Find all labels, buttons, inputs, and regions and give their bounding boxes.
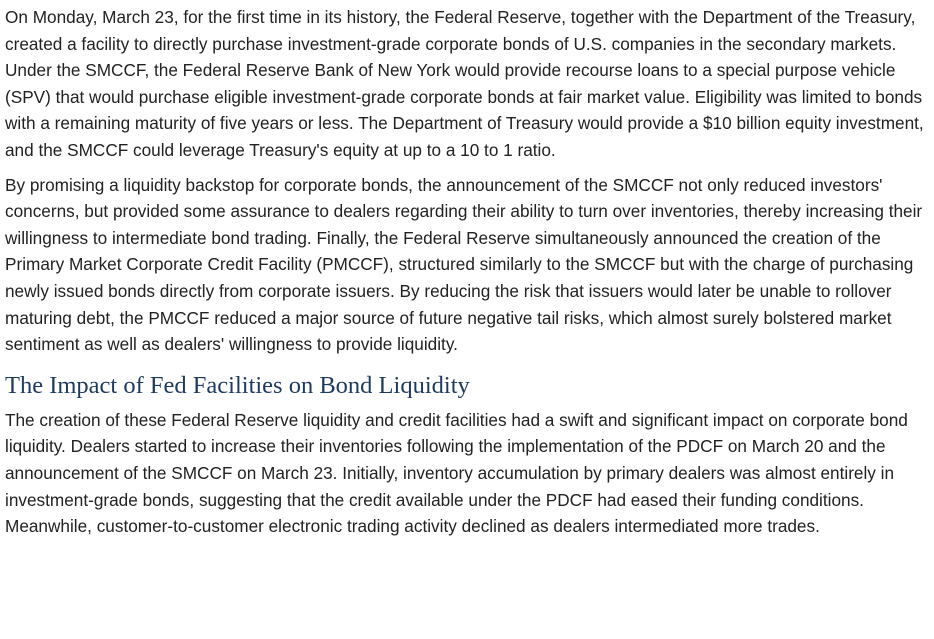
paragraph-liquidity-backstop: By promising a liquidity backstop for corporate bonds, the announcement of the SMCCF not only reduced investors' concerns, but provided some assurance to dealers regarding their ability to turn over inventories, thereby increasing their willingness to intermediate bond trading. Finally, the Federal Reserve simultaneously announced the creation of the Primary Market Corporate Credit Facility (PMCCF), structured similarly to the SMCCF but with the charge of purchasing newly issued bonds directly from corporate issuers. By reducing the risk that issuers would later be unable to rollover maturing debt, the PMCCF reduced a major source of future negative tail risks, which almost surely bolstered market sentiment as well as dealers' willingness to provide liquidity. bbox=[5, 174, 923, 355]
section-heading: The Impact of Fed Facilities on Bond Liquidity bbox=[5, 371, 470, 399]
article-body bbox=[5, 4, 931, 548]
paragraph-smccf-creation: On Monday, March 23, for the first time in its history, the Federal Reserve, together with the Department of the Treasury, created a facility to directly purchase investment-grade corporate bonds of U.S. companies in the secondary markets. Under the SMCCF, the Federal Reserve Bank of New York would provide recourse loans to a special purpose vehicle (SPV) that would purchase eligible investment-grade corporate bonds at fair market value. Eligibility was limited to bonds with a remaining maturity of five years or less. The Department of Treasury would provide a $10 billion equity investment, and the SMCCF could leverage Treasury's equity at up to a 10 to 1 ratio. bbox=[5, 7, 924, 160]
paragraph-bond-liquidity-impact: The creation of these Federal Reserve liquidity and credit facilities had a swift and significant impact on corporate bond liquidity. Dealers started to increase their inventories following the implementation of the PDCF on March 20 and the announcement of the SMCCF on March 23. Initially, inventory accumulation by primary dealers was almost entirely in investment-grade bonds, suggesting that the credit available under the PDCF had eased their funding conditions. Meanwhile, customer-to-customer electronic trading activity declined as dealers intermediated more trades. bbox=[5, 409, 908, 537]
